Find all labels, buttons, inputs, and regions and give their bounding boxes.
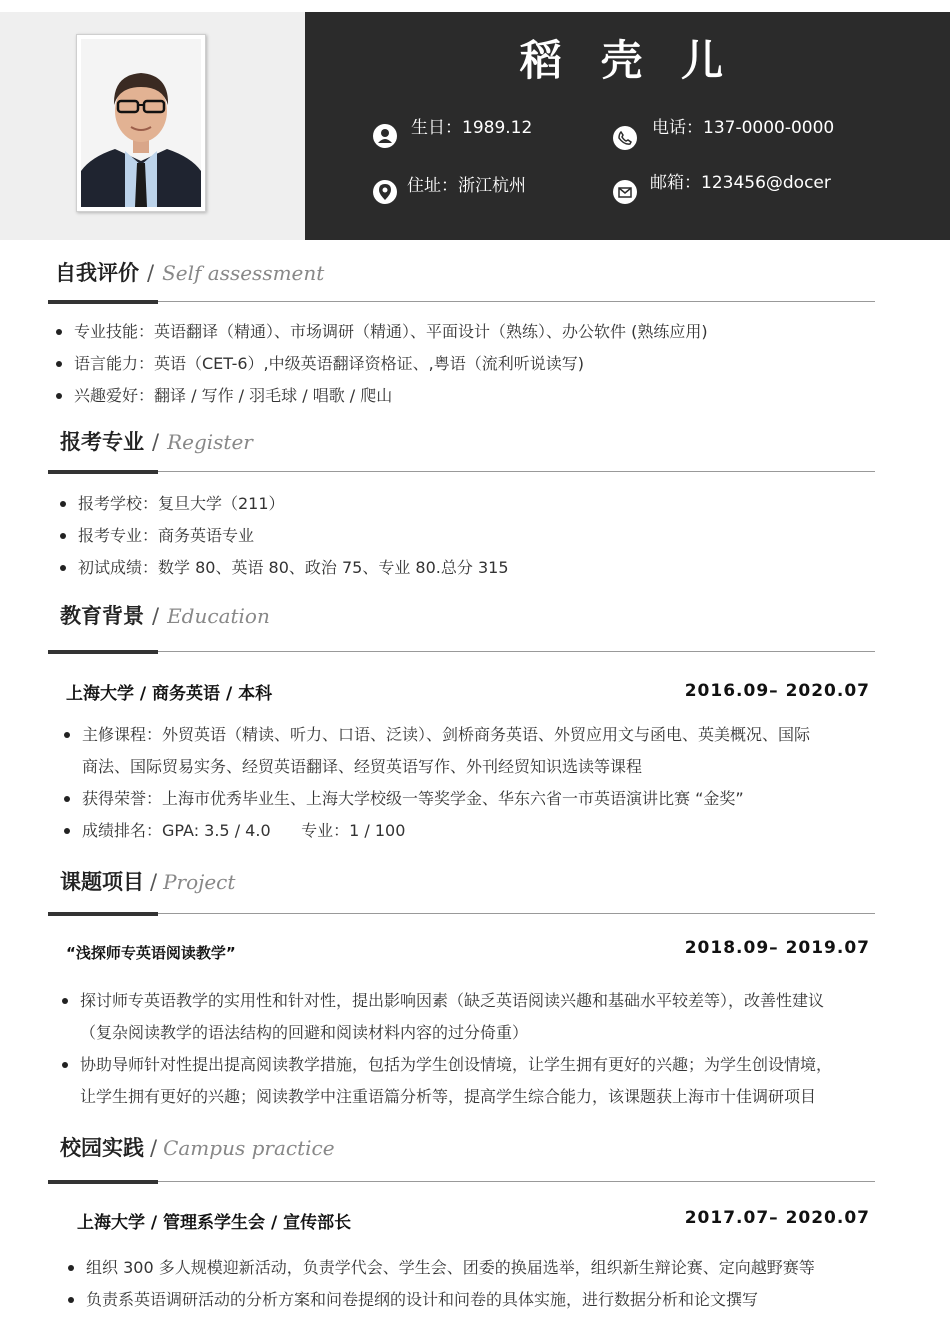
list-item: 报考专业：商务英语专业 [56,520,509,552]
section-title-slash: / [152,430,160,454]
list-item: 协助导师针对性提出提高阅读教学措施，包括为学生创设情境，让学生拥有更好的兴趣；为学生创设情境， [58,1049,832,1081]
list-item: 成绩排名：GPA: 3.5 / 4.0 专业：1 / 100 [60,815,810,847]
campus-date: 2017.07– 2020.07 [684,1208,870,1228]
section-title-en: Self assessment [162,261,325,285]
section-self-assessment-title [55,257,324,287]
section-divider [48,301,875,302]
phone-icon [613,126,637,150]
section-title-en: Education [167,604,270,628]
list-item-continuation: 商法、国际贸易实务、经贸英语翻译、经贸英语写作、外刊经贸知识选读等课程 [82,757,643,776]
profile-photo [76,34,206,212]
section-divider [48,651,875,652]
section-register-title [60,426,253,456]
education-school-title: 上海大学 / 商务英语 / 本科 [66,684,273,704]
section-divider-accent [48,650,158,654]
list-item: 探讨师专英语教学的实用性和针对性，提出影响因素（缺乏英语阅读兴趣和基础水平较差等），改善性建议 [58,985,832,1017]
section-divider-accent [48,1180,158,1184]
list-item: 专业技能：英语翻译（精通）、市场调研（精通）、平面设计（熟练）、办公软件 (熟练应用) [52,316,708,348]
list-item: 主修课程：外贸英语（精读、听力、口语、泛读）、剑桥商务英语、外贸应用文与函电、英美概况、国际 [60,719,810,751]
campus-org-title: 上海大学 / 管理系学生会 / 宣传部长 [77,1213,352,1233]
section-divider-accent [48,300,158,304]
section-title-slash: / [150,870,158,894]
portrait-illustration [81,39,201,207]
list-item-continuation: 让学生拥有更好的兴趣；阅读教学中注重语篇分析等，提高学生综合能力，该课题获上海市十佳调研项目 [80,1087,817,1106]
section-title-slash: / [147,261,155,285]
email-info: 邮箱：123456@docer [650,173,831,193]
user-icon [373,124,397,148]
education-list [60,719,810,847]
section-campus-title [60,1132,335,1162]
section-divider [48,471,875,472]
section-title-cn: 自我评价 [55,261,139,285]
list-item: 负责系英语调研活动的分析方案和问卷提纲的设计和问卷的具体实施，进行数据分析和论文撰写 [64,1284,815,1316]
list-item: 报考学校：复旦大学（211） [56,488,509,520]
section-title-en: Project [163,870,236,894]
project-date: 2018.09– 2019.07 [684,938,870,958]
list-item: 初试成绩：数学 80、英语 80、政治 75、专业 80.总分 315 [56,552,509,584]
section-project-title [60,866,235,896]
section-title-cn: 报考专业 [60,430,144,454]
header-info-panel [305,12,950,240]
campus-list [64,1252,815,1316]
section-title-en: Campus practice [163,1136,335,1160]
list-item: 组织 300 多人规模迎新活动，负责学代会、学生会、团委的换届选举，组织新生辩论赛、定向越野赛等 [64,1252,815,1284]
address-info: 住址：浙江杭州 [407,176,526,196]
section-divider-accent [48,470,158,474]
section-divider [48,1181,875,1182]
birth-info: 生日：1989.12 [411,118,533,138]
section-title-cn: 教育背景 [60,604,144,628]
list-item: 获得荣誉：上海市优秀毕业生、上海大学校级一等奖学金、华东六省一市英语演讲比赛 “金奖” [60,783,810,815]
section-title-cn: 校园实践 [60,1136,144,1160]
project-title: “浅探师专英语阅读教学” [66,944,236,962]
mail-icon [613,180,637,204]
phone-info: 电话：137-0000-0000 [652,118,835,138]
section-divider-accent [48,912,158,916]
list-item: 兴趣爱好：翻译 / 写作 / 羽毛球 / 唱歌 / 爬山 [52,380,708,412]
self-assessment-list [52,316,708,412]
candidate-name: 稻 壳 儿 [519,36,736,85]
list-item: 语言能力：英语（CET-6）,中级英语翻译资格证、,粤语（流利听说读写) [52,348,708,380]
list-item-continuation: （复杂阅读教学的语法结构的回避和阅读材料内容的过分倚重） [80,1023,529,1042]
section-education-title [60,600,270,630]
location-pin-icon [373,180,397,204]
section-title-en: Register [167,430,253,454]
section-title-slash: / [150,1136,158,1160]
register-list [56,488,509,584]
section-title-slash: / [152,604,160,628]
project-list [58,985,832,1113]
education-date: 2016.09– 2020.07 [684,681,870,701]
section-title-cn: 课题项目 [60,870,144,894]
section-divider [48,913,875,914]
